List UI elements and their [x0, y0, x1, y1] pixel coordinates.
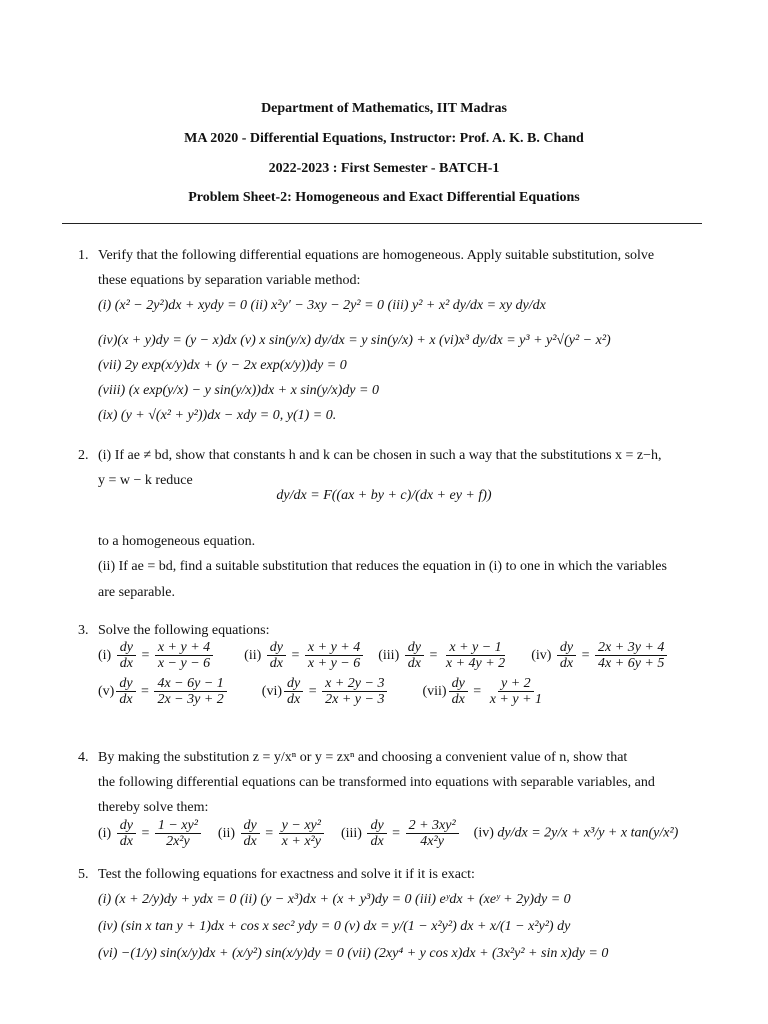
header-divider [62, 223, 702, 224]
problem-1-intro-2: these equations by separation variable method: [98, 273, 361, 288]
problem-1-line-3: (vii) 2y exp(x/y)dx + (y − 2x exp(x/y))dy = 0 [98, 358, 347, 373]
problem-1-intro-1: Verify that the following differential equations are homogeneous. Apply suitable substitution, solve [98, 248, 655, 263]
problem-2-equation: dy/dx = F((ax + by + c)/(dx + ey + f)) [276, 488, 492, 503]
problem-5-number: 5. [78, 867, 89, 882]
equation-lhs: dy/dx [276, 488, 307, 503]
problem-1-number: 1. [78, 248, 89, 263]
problem-5-line-2: (iv) (sin x tan y + 1)dx + cos x sec² ydy = 0 (v) dx = y/(1 − x²y²) dx + x/(1 − x²y²) dy [98, 919, 571, 934]
problem-3-intro: Solve the following equations: [98, 623, 270, 638]
problem-4-line-3: thereby solve them: [98, 800, 209, 815]
problem-2-line-3: to a homogeneous equation. [98, 534, 256, 549]
problem-3-row-2 [98, 676, 547, 707]
p3-item-1: (i) $\frac{dy}{dx}$ = $\frac{x + y + 4}{x - y - 6}$ [98, 648, 215, 663]
p3-item-2: (ii) $\frac{dy}{dx}$ = $\frac{x + y + 4}{x + y - 6}$ [244, 648, 365, 663]
equation-rhs: F((ax + by + c)/(dx + ey + f)) [323, 488, 492, 503]
course-title: MA 2020 - Differential Equations, Instructor: Prof. A. K. B. Chand [184, 131, 584, 146]
problem-1-line-2: (iv)(x + y)dy = (y − x)dx (v) x sin(y/x) dy/dx = y sin(y/x) + x (vi)x³ dy/dx = y³ + y²√(y² − x²) [98, 333, 611, 348]
semester-title: 2022-2023 : First Semester - BATCH-1 [268, 161, 500, 176]
problem-1-line-5: (ix) (y + √(x² + y²))dx − xdy = 0, y(1) = 0. [98, 408, 337, 423]
problem-2-line-4: (ii) If ae = bd, find a suitable substitution that reduces the equation in (i) to one in which the variables [98, 559, 667, 574]
p3-item-6: (vi) $\frac{dy}{dx}$ = $\frac{x + 2y - 3}{2x + y - 3}$ [262, 684, 390, 699]
problem-5-line-3: (vi) −(1/y) sin(x/y)dx + (x/y²) sin(x/y)dy = 0 (vii) (2xy⁴ + y cos x)dx + (3x²y² + sin x)dy = 0 [98, 946, 609, 961]
problem-4-line-1: By making the substitution z = y/xⁿ or y = zxⁿ and choosing a convenient value of n, show that [98, 750, 628, 765]
problem-5-line-1: (i) (x + 2/y)dy + ydx = 0 (ii) (y − x³)dx + (x + y³)dy = 0 (iii) eʸdx + (xeʸ + 2y)dy = 0 [98, 892, 571, 907]
problem-3-row-1 [98, 640, 669, 671]
problem-1-line-4: (viii) (x exp(y/x) − y sin(y/x))dx + x sin(y/x)dy = 0 [98, 383, 379, 398]
problem-2-line-1: (i) If ae ≠ bd, show that constants h and k can be chosen in such a way that the substitutions x = z−h, [98, 448, 662, 463]
problem-5-intro: Test the following equations for exactness and solve it if it is exact: [98, 867, 475, 882]
problem-2-number: 2. [78, 448, 89, 463]
problem-2-line-5: are separable. [98, 585, 175, 600]
p3-item-7: (vii) $\frac{dy}{dx}$ = $\frac{y + 2}{x + y + 1}$ [422, 676, 543, 707]
problem-2-line-2: y = w − k reduce [98, 473, 193, 488]
dept-title: Department of Mathematics, IIT Madras [261, 101, 507, 116]
p3-item-5: (v) $\frac{dy}{dx}$ = $\frac{4x - 6y - 1}{2x - 3y + 2}$ [98, 684, 229, 699]
p4-item-1: (i) $\frac{dy}{dx}$ = $\frac{\text{1 − xy²}}{\text{2x²y}}$ [98, 826, 203, 841]
problem-3-number: 3. [78, 623, 89, 638]
p4-item-2: (ii) $\frac{dy}{dx}$ = $\frac{\text{y − xy²}}{\text{x + x²y}}$ [218, 826, 326, 841]
p4-item-3: (iii) $\frac{dy}{dx}$ = $\frac{\text{2 + 3xy²}}{\text{4x²y}}$ [341, 826, 461, 841]
p3-item-4: (iv) $\frac{dy}{dx}$ = $\frac{2x + 3y + 4}{4x + 6y + 5}$ [531, 648, 669, 663]
problem-4-number: 4. [78, 750, 89, 765]
sheet-title: Problem Sheet-2: Homogeneous and Exact Differential Equations [188, 190, 580, 205]
problem-1-line-1: (i) (x² − 2y²)dx + xydy = 0 (ii) x²y′ − 3xy − 2y² = 0 (iii) y² + x² dy/dx = xy dy/dx [98, 298, 546, 313]
problem-4-row [98, 818, 678, 849]
p4-item-4: (iv) dy/dx = 2y/x + x³/y + x tan(y/x²) [473, 825, 679, 841]
problem-4-line-2: the following differential equations can be transformed into equations with separable variables, and [98, 775, 655, 790]
p3-item-3: (iii) $\frac{dy}{dx}$ = $\frac{x + y - 1}{x + 4y + 2}$ [378, 640, 506, 671]
